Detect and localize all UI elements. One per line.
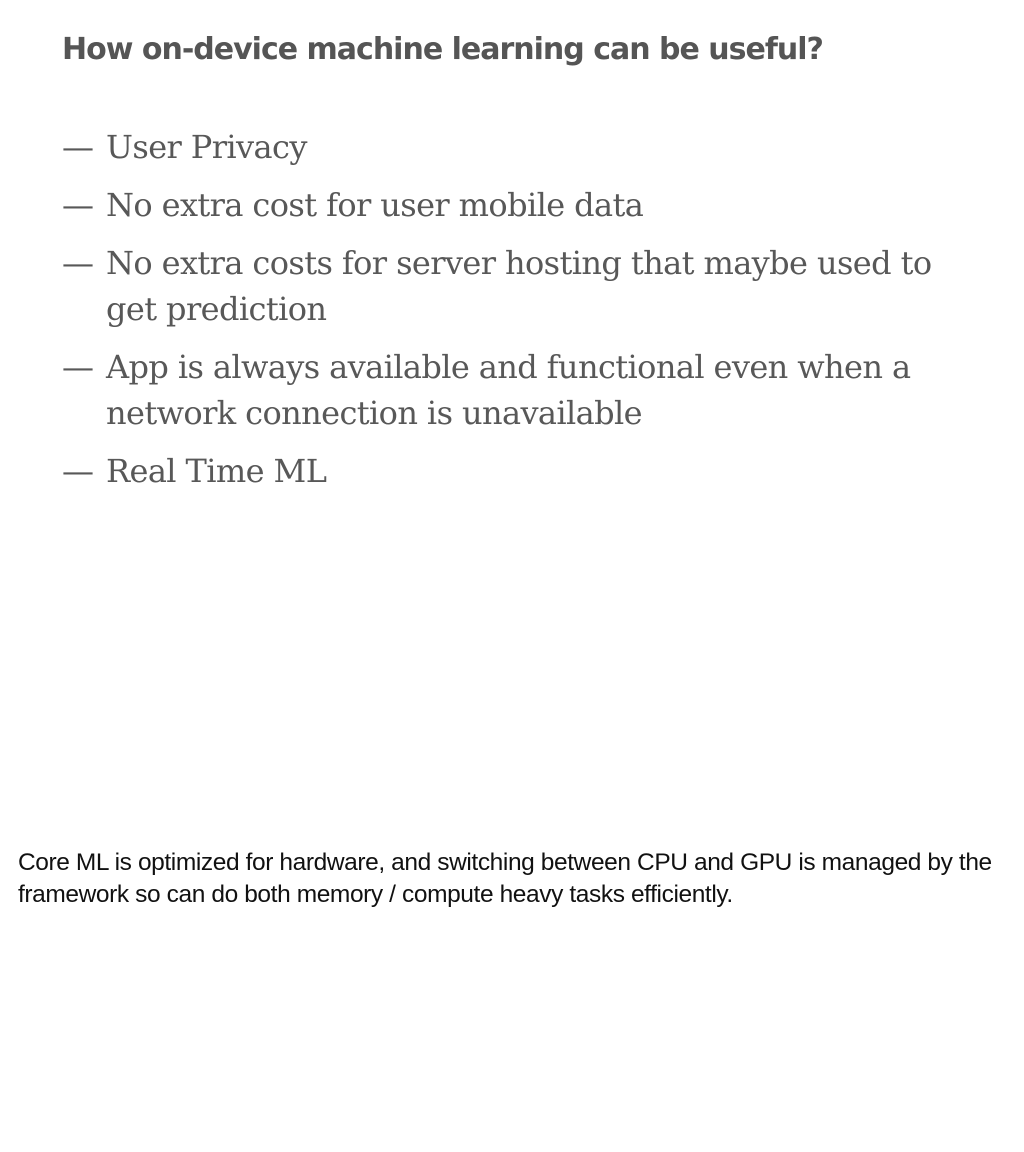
bullet-text: No extra costs for server hosting that maybe used to get prediction bbox=[106, 244, 932, 328]
bullet-dash: — bbox=[62, 186, 94, 224]
slide-title: How on-device machine learning can be useful? bbox=[62, 32, 823, 67]
bullet-text: Real Time ML bbox=[106, 452, 327, 490]
bullet-dash: — bbox=[62, 244, 94, 282]
bullet-item bbox=[62, 448, 962, 494]
bullet-item bbox=[62, 182, 962, 228]
bullet-dash: — bbox=[62, 452, 94, 490]
bullet-item bbox=[62, 124, 962, 170]
bullet-text: App is always available and functional even when a network connection is unavailable bbox=[106, 348, 911, 432]
bullet-text: User Privacy bbox=[106, 128, 307, 166]
bullet-item bbox=[62, 240, 962, 332]
bullet-list bbox=[62, 124, 962, 506]
speaker-notes: Core ML is optimized for hardware, and switching between CPU and GPU is managed by the framework so can do both memory / compute heavy tasks efficiently. bbox=[18, 849, 992, 908]
bullet-item bbox=[62, 344, 962, 436]
bullet-dash: — bbox=[62, 348, 94, 386]
bullet-dash: — bbox=[62, 128, 94, 166]
bullet-text: No extra cost for user mobile data bbox=[106, 186, 644, 224]
